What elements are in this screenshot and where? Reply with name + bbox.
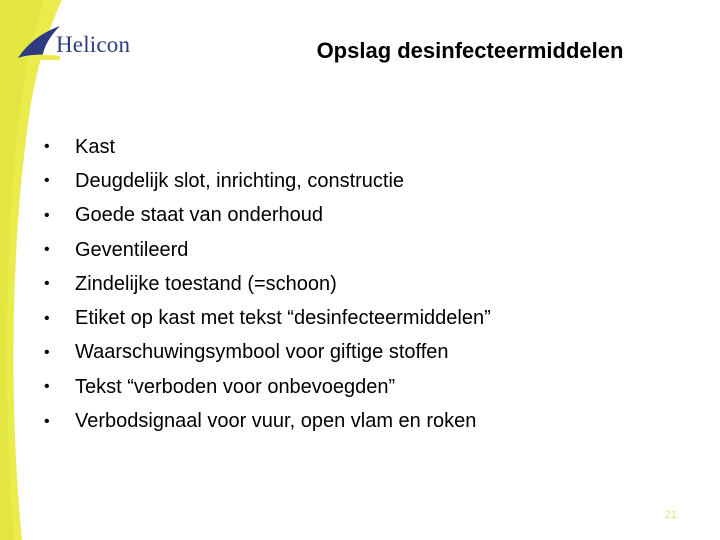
bullet-icon: •: [44, 275, 50, 293]
list-item: [44, 164, 491, 198]
list-item-text: Goede staat van onderhoud: [75, 204, 323, 227]
helicon-logo: [16, 20, 166, 66]
bullet-icon: •: [44, 412, 50, 430]
list-item-text: Tekst “verboden voor onbevoegden”: [75, 375, 396, 398]
list-item: [44, 404, 491, 438]
bullet-icon: •: [44, 378, 50, 396]
bullet-icon: •: [44, 309, 50, 327]
list-item-text: Etiket op kast met tekst “desinfecteermiddelen”: [75, 307, 491, 330]
list-item: [44, 267, 491, 301]
slide-title: Opslag desinfecteermiddelen: [316, 38, 624, 63]
bullet-icon: •: [44, 206, 50, 224]
bullet-icon: •: [44, 172, 50, 190]
list-item: [44, 199, 491, 233]
list-item: [44, 336, 491, 370]
bullet-icon: •: [44, 241, 50, 259]
page-number: 21: [664, 509, 677, 521]
list-item: [44, 233, 491, 267]
logo-text: Helicon: [56, 32, 131, 57]
list-item: [44, 301, 491, 335]
bullet-icon: •: [44, 343, 50, 361]
list-item: [44, 130, 491, 164]
list-item: [44, 370, 491, 404]
list-item-text: Geventileerd: [75, 238, 189, 261]
list-item-text: Verbodsignaal voor vuur, open vlam en roken: [75, 410, 477, 433]
list-item-text: Deugdelijk slot, inrichting, constructie: [75, 169, 405, 192]
list-item-text: Zindelijke toestand (=schoon): [75, 272, 337, 295]
bullet-icon: •: [44, 138, 50, 156]
bullet-list: [44, 130, 491, 439]
list-item-text: Waarschuwingsymbool voor giftige stoffen: [75, 341, 449, 364]
list-item-text: Kast: [75, 135, 116, 158]
